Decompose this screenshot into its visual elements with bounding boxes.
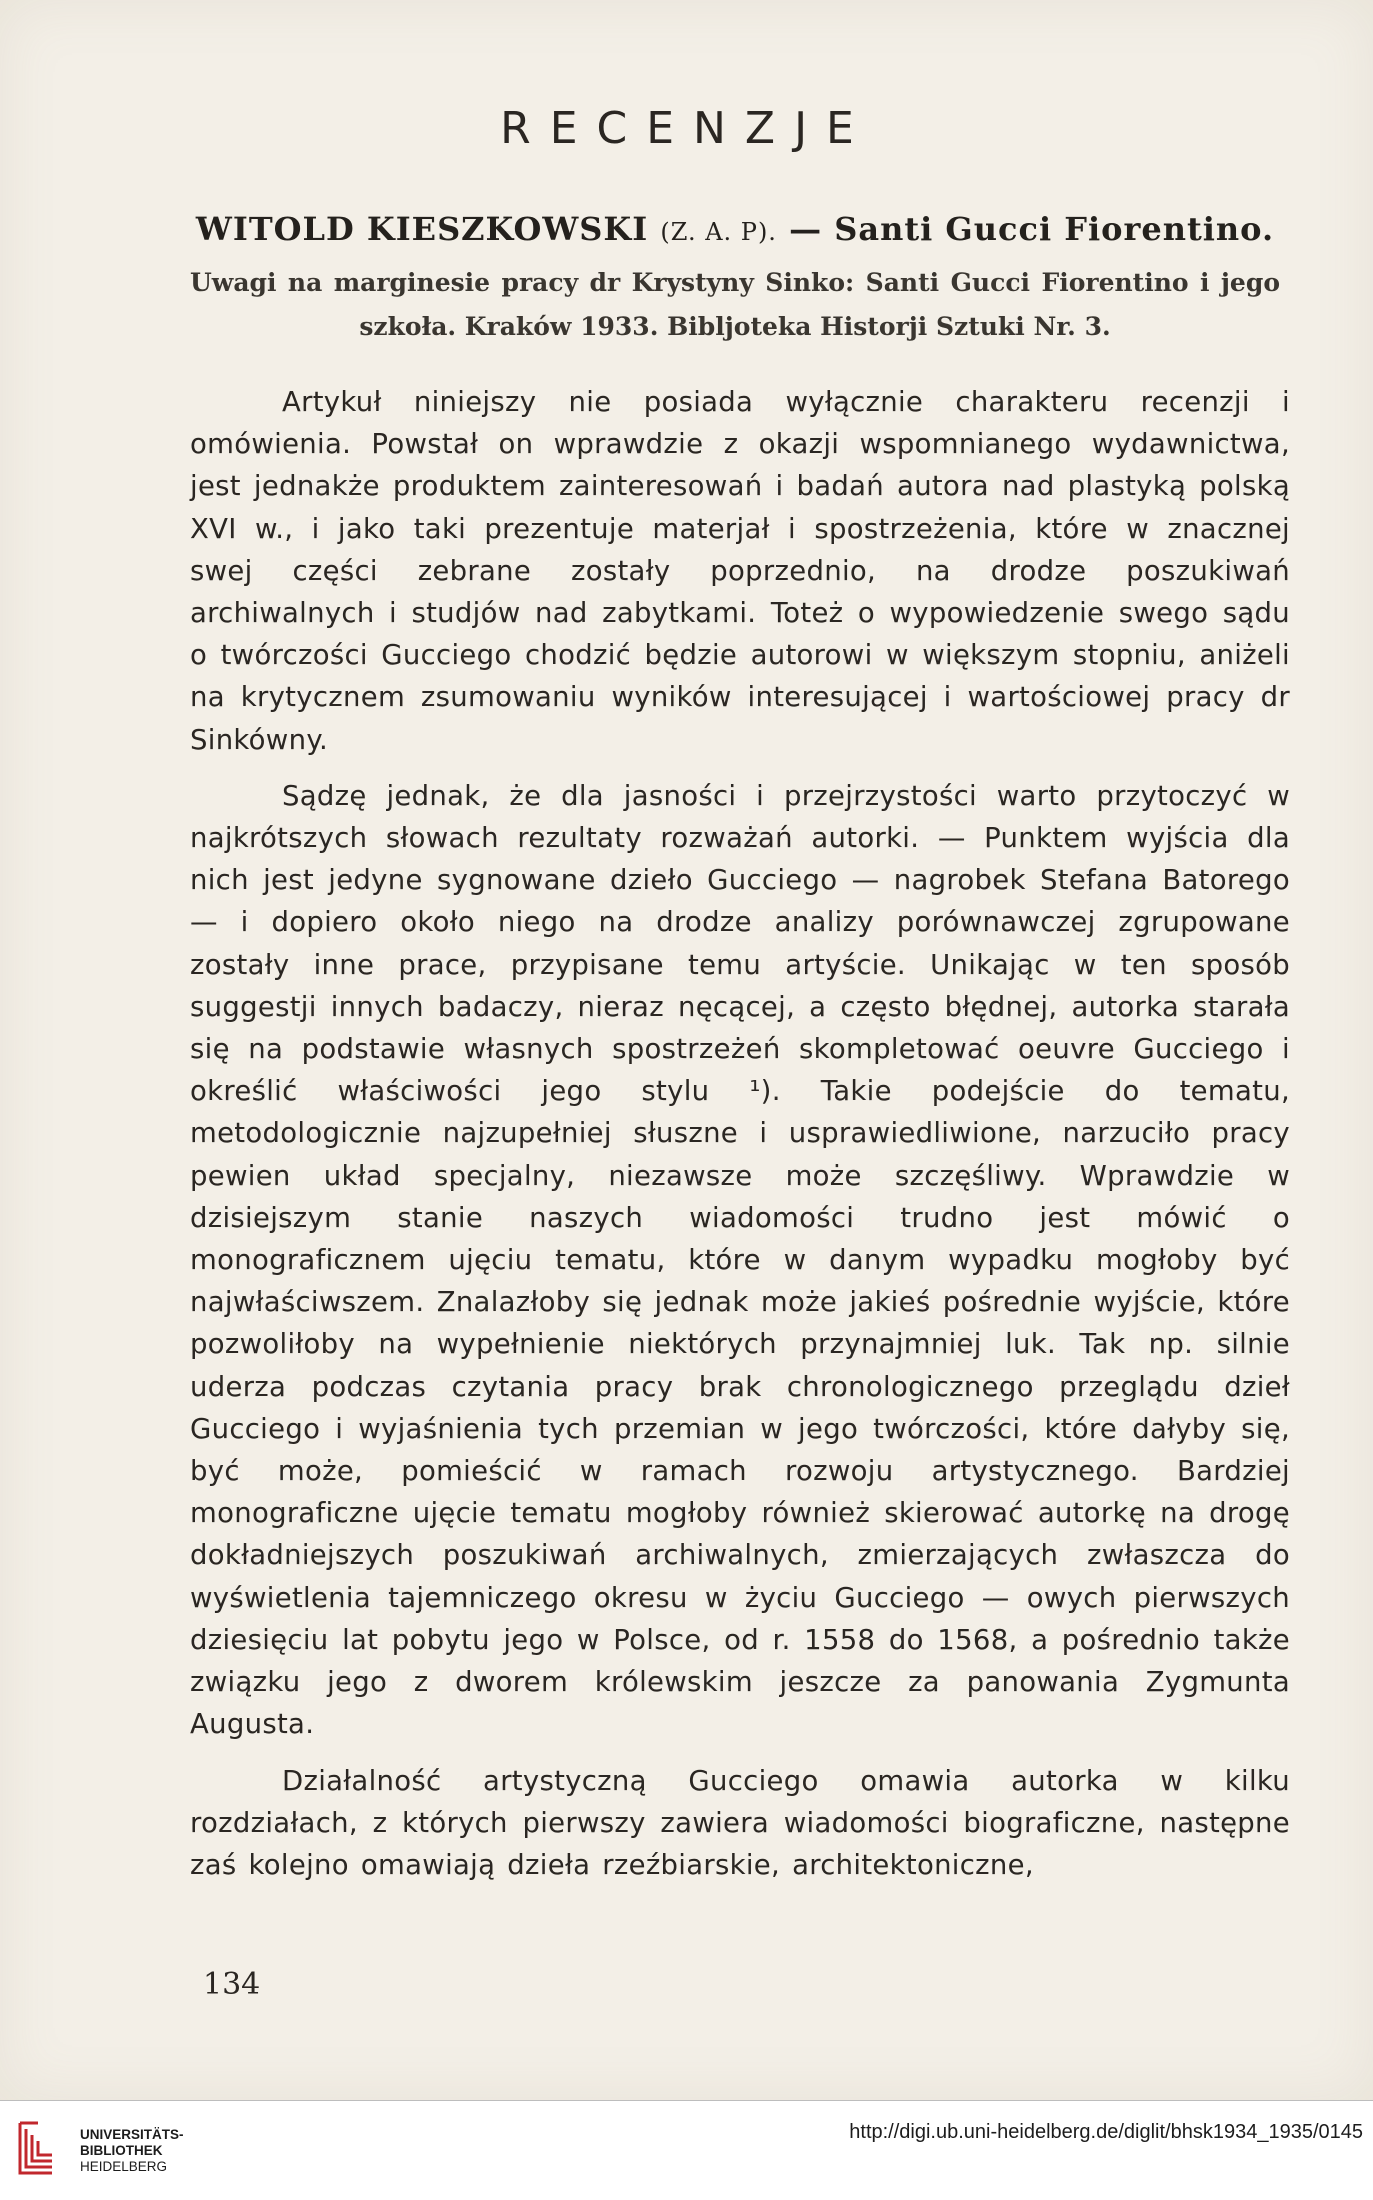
- university-library-logo-icon: [14, 2115, 58, 2179]
- citation-title: — Santi Gucci Fiorentino.: [789, 210, 1275, 248]
- paragraph: Artykuł niniejszy nie posiada wyłącznie charakteru recenzji i omówienia. Powstał on wprawdzie z okazji wspomnianego wydawnictwa, jest jednakże produktem zainteresowań i badań autora nad plastyką polską XVI w., i jako taki prezentuje materjał i spostrzeżenia, które w znacznej swej części zebrane zostały poprzednio, na drodze poszukiwań archiwalnych i studjów nad zabytkami. Toteż o wypowiedzenie swego sądu o twórczości Gucciego chodzić będzie autorowi w większym stopniu, aniżeli na krytycznem zsumowaniu wyników interesującej i wartościowej pracy dr Sinkówny.: [190, 386, 1290, 756]
- library-name: [80, 2127, 184, 2175]
- paragraph: Sądzę jednak, że dla jasności i przejrzystości warto przytoczyć w najkrótszych słowach rezultaty rozważań autorki. — Punktem wyjścia dla nich jest jedyne sygnowane dzieło Gucciego — nagrobek Stefana Batorego — i dopiero około niego na drodze analizy porównawczej zgrupowane zostały inne prace, przypisane temu artyście. Unikając w ten sposób suggestji innych badaczy, nieraz nęcącej, a często błędnej, autorka starała się na podstawie własnych spostrzeżeń skompletować oeuvre Gucciego i określić właściwości jego stylu ¹). Takie podejście do tematu, metodologicznie najzupełniej słuszne i usprawiedliwione, narzuciło pracy pewien układ specjalny, niezawsze może szczęśliwy. Wprawdzie w dzisiejszym stanie naszych wiadomości trudno jest mówić o monograficznem ujęciu tematu, które w danym wypadku mogłoby być najwłaściwszem. Znalazłoby się jednak może jakieś pośrednie wyjście, które pozwoliłoby na wypełnienie niektórych przynajmniej luk. Tak np. silnie uderza podczas czytania pracy brak chronologicznego przeglądu dzieł Gucciego i wyjaśnienia tych przemian w jego twórczości, które dałyby się, być może, pomieścić w ramach rozwoju artystycznego. Bardziej monograficzne ujęcie tematu mogłoby również skierować autorkę na drogę dokładniejszych poszukiwań archiwalnych, zmierzających zwłaszcza do wyświetlenia tajemniczego okresu w życiu Gucciego — owych pierwszych dziesięciu lat pobytu jego w Polsce, od r. 1558 do 1568, a pośrednio także związku jego z dworem królewskim jeszcze za panowania Zygmunta Augusta.: [190, 779, 1290, 1741]
- citation-initials: (Z. A. P).: [660, 218, 777, 246]
- library-name-line: UNIVERSITÄTS-: [80, 2127, 184, 2142]
- citation-details: Uwagi na marginesie pracy dr Krystyny Sinko: Santi Gucci Fiorentino i jego szkoła. Kraków 1933. Bibljoteka Historji Sztuki Nr. 3.: [190, 268, 1280, 341]
- library-name-line: BIBLIOTHEK: [80, 2143, 163, 2158]
- section-heading: RECENZJE: [500, 103, 873, 154]
- review-citation: [190, 204, 1280, 349]
- page-number: 134: [203, 1967, 261, 2002]
- citation-author: WITOLD KIESZKOWSKI: [195, 210, 649, 248]
- citation-header: [190, 204, 1280, 257]
- viewer-footer: [0, 2100, 1373, 2200]
- review-body: [190, 381, 1290, 1886]
- paragraph: Działalność artystyczną Gucciego omawia autorka w kilku rozdziałach, z których pierwszy zawiera wiadomości biograficzne, następne zaś kolejno omawiają dzieła rzeźbiarskie, architektoniczne,: [190, 1764, 1290, 1881]
- library-name-line: HEIDELBERG: [80, 2159, 168, 2174]
- permalink-url[interactable]: http://digi.ub.uni-heidelberg.de/diglit/bhsk1934_1935/0145: [849, 2121, 1363, 2143]
